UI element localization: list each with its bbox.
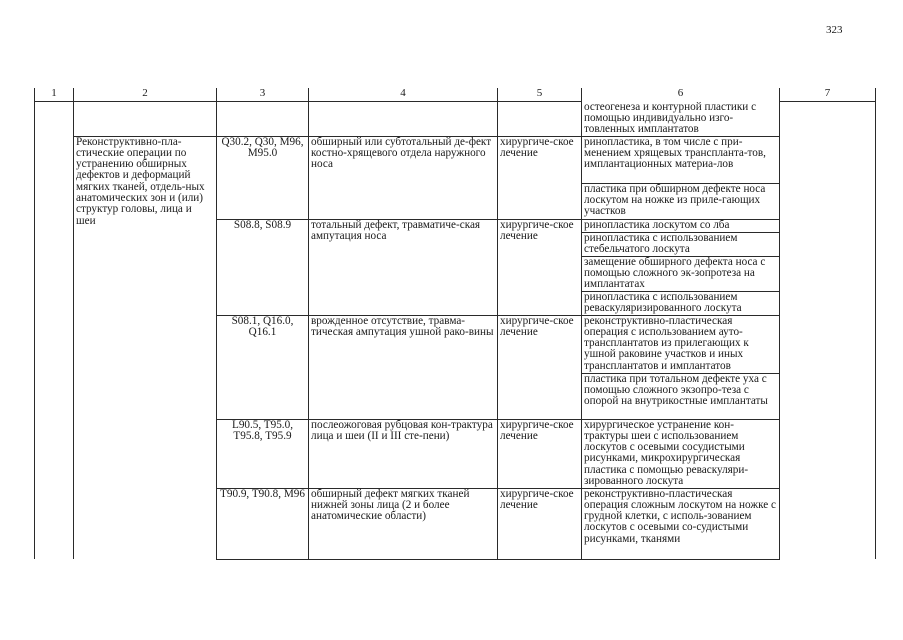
- empty-cell: [35, 102, 74, 560]
- diagnosis-cell: тотальный дефект, травматиче-ская ампутация носа: [309, 219, 498, 315]
- column-number: 1: [35, 88, 74, 102]
- diagnosis-cell: обширный или субтотальный де-фект костно-хрящевого отдела наружного носа: [309, 136, 498, 219]
- empty-cell: [74, 102, 217, 137]
- icd-codes-cell: S08.1, Q16.0, Q16.1: [217, 315, 309, 419]
- column-number: 6: [582, 88, 780, 102]
- treatment-cell: хирургиче-ское лечение: [498, 419, 582, 488]
- method-cell: ринопластика, в том числе с при-менением хрящевых трансплантa-тов, имплантационных материа-лов: [582, 136, 780, 183]
- column-number: 7: [780, 88, 876, 102]
- method-cell: пластика при обширном дефекте носа лоскутом на ножке из прилe-гающих участков: [582, 183, 780, 219]
- method-cell: ринопластика с использованием стебельчатого лоскута: [582, 232, 780, 256]
- icd-codes-cell: Q30.2, Q30, M96, M95.0: [217, 136, 309, 219]
- method-cell: остеогенеза и контурной пластики с помощью индивидуально изго-товленных имплантатов: [582, 102, 780, 137]
- medical-procedures-table: [34, 88, 876, 560]
- empty-cell: [309, 102, 498, 137]
- method-cell: реконструктивно-пластическая операция сложным лоскутом на ножке с грудной клетки, с исполь-зованием лоскутов с осевыми со-судистыми рисунками, тканями: [582, 488, 780, 559]
- column-number: 2: [74, 88, 217, 102]
- empty-cell: [780, 102, 876, 560]
- method-cell: пластика при тотальном дефекте уха с помощью сложного экзопро-теза с опорой на внутрикостные имплантаты: [582, 373, 780, 419]
- diagnosis-cell: послеожоговая рубцовая кон-трактура лица и шеи (II и III сте-пени): [309, 419, 498, 488]
- continuation-row: [35, 102, 876, 137]
- icd-codes-cell: S08.8, S08.9: [217, 219, 309, 315]
- empty-cell: [217, 102, 309, 137]
- column-number: 3: [217, 88, 309, 102]
- empty-cell: [498, 102, 582, 137]
- procedure-row: [35, 136, 876, 183]
- diagnosis-cell: врожденное отсутствие, травма-тическая ампутация ушной рако-вины: [309, 315, 498, 419]
- treatment-cell: хирургиче-ское лечение: [498, 219, 582, 315]
- treatment-cell: хирургиче-ское лечение: [498, 315, 582, 419]
- column-number: 4: [309, 88, 498, 102]
- column-numbers-row: [35, 88, 876, 102]
- page-number: 323: [826, 24, 843, 36]
- diagnosis-cell: обширный дефект мягких тканей нижней зоны лица (2 и более анатомические области): [309, 488, 498, 559]
- method-cell: реконструктивно-пластическая операция с использованием ауто-трансплантатов из прилегающих к ушной раковине участков и иных трансплантатов и имплантатов: [582, 315, 780, 373]
- icd-codes-cell: L90.5, T95.0, T95.8, T95.9: [217, 419, 309, 488]
- icd-codes-cell: T90.9, T90.8, M96: [217, 488, 309, 559]
- method-cell: ринопластика лоскутом со лба: [582, 219, 780, 232]
- method-cell: ринопластика с использованием реваскуляризированного лоскута: [582, 291, 780, 315]
- treatment-cell: хирургиче-ское лечение: [498, 488, 582, 559]
- method-cell: замещение обширного дефекта носа с помощью сложного эк-зопротеза на имплантатах: [582, 256, 780, 291]
- group-name-cell: Реконструктивно-пла-стические операции по устранению обширных дефектов и деформаций мягких тканей, отдель-ных анатомических зон и (или) структур головы, лица и шеи: [74, 136, 217, 559]
- treatment-cell: хирургиче-ское лечение: [498, 136, 582, 219]
- column-number: 5: [498, 88, 582, 102]
- method-cell: хирургическое устранение кон-трактуры шеи с использованием лоскутов с осевыми сосудистыми рисунками, микрохирургическая пластика с помощью реваскуляри-зированного лоскута: [582, 419, 780, 488]
